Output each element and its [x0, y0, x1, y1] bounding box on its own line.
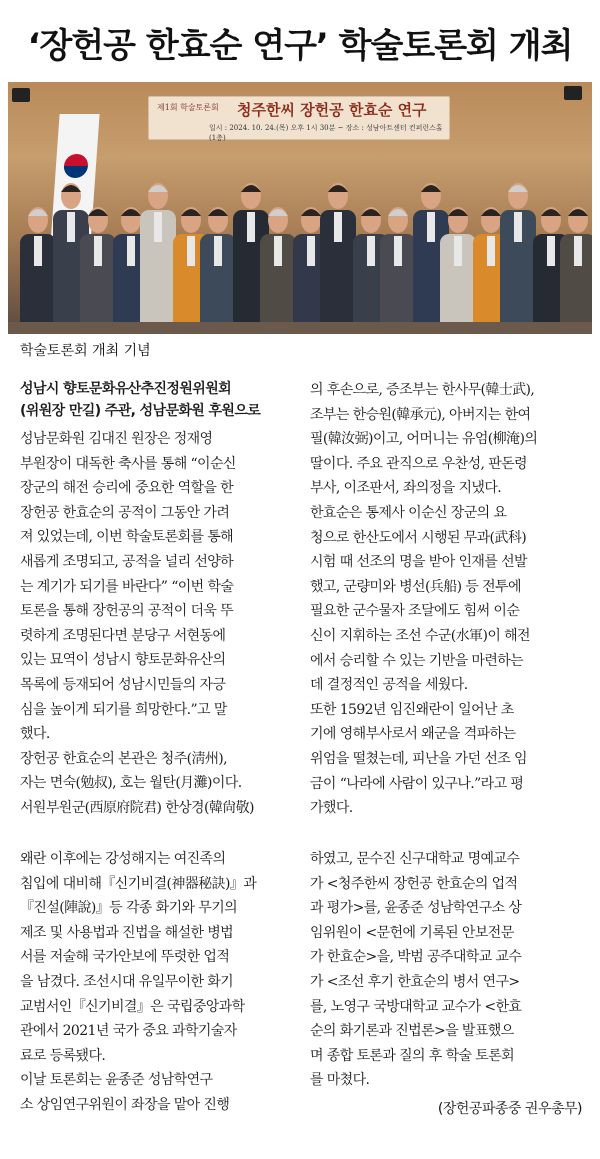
- text-line: 장군의 해전 승리에 중요한 역할을 한: [20, 480, 234, 497]
- person-hair: [241, 185, 261, 192]
- column-lower-left: [20, 847, 256, 1118]
- text-line: 를 마쳤다.: [310, 1072, 370, 1089]
- person-shirt: [367, 236, 375, 266]
- person-shirt: [187, 236, 195, 266]
- person-shirt: [514, 212, 522, 242]
- person-hair: [28, 209, 48, 216]
- text-line: 필(韓汝弼)이고, 어머니는 유엄(柳淹)의: [310, 431, 538, 448]
- text-line: 렷하게 조명된다면 분당구 서현동에: [20, 627, 226, 644]
- person-hair: [208, 209, 228, 216]
- text-line: 가 <조선 후기 한효순의 병서 연구>: [310, 973, 520, 990]
- text-line: 서원부원군(西原府院君) 한상경(韓尙敬): [20, 799, 254, 816]
- event-photo: [8, 82, 592, 334]
- person-shirt: [127, 236, 135, 266]
- speaker-icon: [564, 86, 582, 100]
- person-hair: [148, 185, 168, 192]
- person-hair: [508, 185, 528, 192]
- text-line: 장헌공 한효순의 본관은 청주(淸州),: [20, 750, 228, 767]
- text-line: 하였고, 문수진 신구대학교 명예교수: [310, 851, 520, 867]
- text-line: 며 종합 토론과 질의 후 학술 토론회: [310, 1047, 515, 1064]
- subheadline-block: [20, 378, 260, 422]
- column-upper-right: [310, 378, 537, 821]
- person-hair: [268, 209, 288, 216]
- text-line: 의 후손으로, 증조부는 한사무(韓士武),: [310, 382, 535, 398]
- person-hair: [88, 209, 108, 216]
- text-line: 심을 높이게 되기를 희망한다.”고 말: [20, 701, 227, 718]
- text-line: 필요한 군수물자 조달에도 힘써 이순: [310, 603, 520, 620]
- group-of-people: [8, 144, 592, 334]
- text-line: 을 남겼다. 조선시대 유일무이한 화기: [20, 973, 234, 990]
- text-line: 했고, 군량미와 병선(兵船) 등 전투에: [310, 578, 521, 595]
- person-shirt: [34, 236, 42, 266]
- person-shirt: [487, 236, 495, 266]
- person-shirt: [247, 212, 255, 242]
- person-shirt: [574, 236, 582, 266]
- person-hair: [361, 209, 381, 216]
- text-line: 조부는 한승원(韓承元), 아버지는 한여: [310, 406, 531, 423]
- text-line: 시험 때 선조의 명을 받아 인재를 선발: [310, 554, 527, 571]
- event-banner: [148, 96, 450, 140]
- text-line: 에서 승리할 수 있는 기반을 마련하는: [310, 652, 524, 669]
- text-line: 부원장이 대독한 축사를 통해 “이순신: [20, 455, 236, 472]
- text-line: 했다.: [20, 726, 50, 743]
- subheadline-line-2: (위원장 만길) 주관, 성남문화원 후원으로: [20, 403, 261, 419]
- text-line: 이날 토론회는 윤종준 성남학연구: [20, 1072, 213, 1089]
- text-line: 한효순은 통제사 이순신 장군의 요: [310, 504, 507, 521]
- text-line: 부사, 이조판서, 좌의정을 지냈다.: [310, 480, 502, 497]
- text-line: 성남문화원 김대진 원장은 정재영: [20, 431, 213, 447]
- text-line: 금이 “나라에 사람이 있구나.”라고 평: [310, 775, 524, 792]
- column-upper-left: [20, 427, 254, 821]
- text-line: 장헌공 한효순의 공적이 그동안 가려: [20, 504, 230, 521]
- text-line: 과 평가>를, 윤종준 성남학연구소 상: [310, 900, 522, 917]
- person-hair: [568, 209, 588, 216]
- text-line: 관에서 2021년 국가 중요 과학기술자: [20, 1023, 237, 1040]
- person-shirt: [454, 236, 462, 266]
- person-hair: [328, 185, 348, 192]
- person-hair: [388, 209, 408, 216]
- text-line: 져 있었는데, 이번 학술토론회를 통해: [20, 529, 234, 546]
- text-line: 왜란 이후에는 강성해지는 여진족의: [20, 851, 226, 867]
- text-line: 신이 지휘하는 조선 수군(水軍)이 해전: [310, 627, 530, 644]
- text-line: 침입에 대비해『신기비결(神器秘訣)』과: [20, 875, 257, 892]
- text-line: 『진설(陣說)』등 각종 화기와 무기의: [20, 900, 238, 917]
- text-line: 가 <청주한씨 장헌공 한효순의 업적: [310, 875, 518, 892]
- speaker-icon: [12, 88, 30, 102]
- banner-small-text: 제1회 학술토론회: [157, 103, 219, 112]
- text-line: 소 상임연구위원이 좌장을 맡아 진행: [20, 1096, 230, 1113]
- banner-title: 청주한씨 장헌공 한효순 연구: [237, 101, 427, 119]
- text-line: 있는 묘역이 성남시 향토문화유산의: [20, 652, 226, 669]
- photo-caption: 학술토론회 개최 기념: [20, 343, 151, 359]
- text-line: 딸이다. 주요 관직으로 우찬성, 판돈령: [310, 455, 527, 472]
- person-hair: [481, 209, 501, 216]
- text-line: 위엄을 떨쳤는데, 피난을 가던 선조 임: [310, 750, 527, 767]
- text-line: 목록에 등재되어 성남시민들의 자긍: [20, 676, 226, 693]
- person-hair: [301, 209, 321, 216]
- text-line: 기에 영해부사로서 왜군을 격파하는: [310, 726, 516, 743]
- text-line: 료로 등록됐다.: [20, 1047, 106, 1064]
- person-hair: [61, 185, 81, 192]
- person-shirt: [214, 236, 222, 266]
- column-lower-right: [310, 847, 521, 1093]
- text-line: 새롭게 조명되고, 공적을 널리 선양하: [20, 553, 234, 570]
- person-shirt: [67, 212, 75, 242]
- text-line: 데 결정적인 공적을 세웠다.: [310, 677, 468, 694]
- person-shirt: [334, 212, 342, 242]
- person-hair: [541, 209, 561, 216]
- text-line: 를, 노영구 국방대학교 교수가 <한효: [310, 998, 522, 1015]
- text-line: 임위원이 <문헌에 기록된 안보전문: [310, 924, 514, 941]
- text-line: 토론을 통해 장헌공의 공적이 더욱 뚜: [20, 603, 234, 620]
- floor: [8, 322, 592, 334]
- text-line: 청으로 한산도에서 시행된 무과(武科): [310, 529, 527, 546]
- person-shirt: [274, 236, 282, 266]
- text-line: 는 계기가 되기를 바란다” “이번 학술: [20, 578, 234, 595]
- banner-info: 일시 : 2024. 10. 24.(목) 오후 1시 30분 ~ 장소 : 성남아트센터 컨퍼런스홀(1층): [209, 124, 443, 142]
- person-shirt: [307, 236, 315, 266]
- person-shirt: [394, 236, 402, 266]
- person-shirt: [94, 236, 102, 266]
- text-line: 교범서인『신기비결』은 국립중앙과학: [20, 998, 245, 1015]
- person-hair: [448, 209, 468, 216]
- text-line: 제조 및 사용법과 진법을 해설한 병법: [20, 924, 234, 941]
- person-shirt: [427, 212, 435, 242]
- person-shirt: [547, 236, 555, 266]
- person-hair: [181, 209, 201, 216]
- article-headline: ‘장헌공 한효순 연구’ 학술토론회 개최: [27, 26, 573, 66]
- text-line: 서를 저술해 국가안보에 뚜렷한 업적: [20, 949, 230, 966]
- text-line: 순의 화기론과 진법론>을 발표했으: [310, 1023, 514, 1040]
- text-line: 자는 면숙(勉叔), 호는 월탄(月灘)이다.: [20, 775, 242, 792]
- text-line: 가했다.: [310, 800, 353, 817]
- subheadline-line-1: 성남시 향토문화유산추진정원위원회: [20, 381, 232, 397]
- text-line: 가 한효순>을, 박범 공주대학교 교수: [310, 949, 522, 966]
- person-hair: [121, 209, 141, 216]
- person-hair: [421, 185, 441, 192]
- text-line: 또한 1592년 임진왜란이 일어난 초: [310, 701, 514, 718]
- person-shirt: [154, 212, 162, 242]
- article-byline: (장헌공파종중 권우총무): [437, 1101, 582, 1117]
